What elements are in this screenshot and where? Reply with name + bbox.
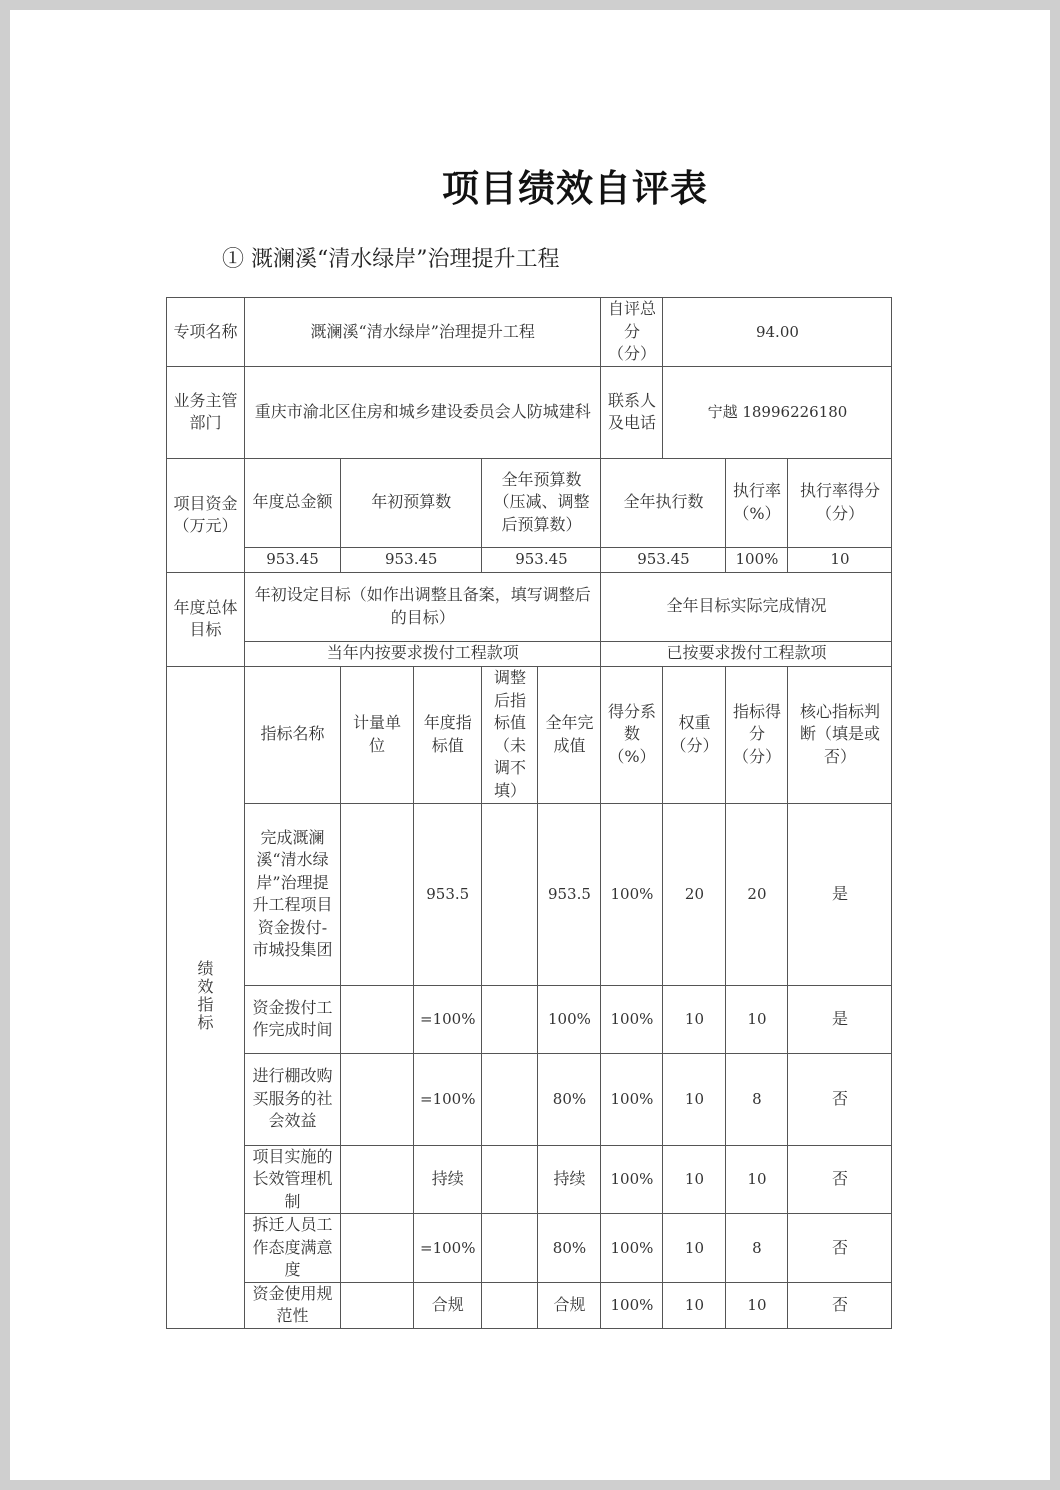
- table-row: [167, 1053, 892, 1145]
- indicator-coef: 100%: [601, 1214, 663, 1283]
- ind-col-weight: 权重（分）: [663, 666, 726, 803]
- indicator-core: 否: [788, 1214, 892, 1283]
- indicator-core: 否: [788, 1282, 892, 1328]
- goals-values-row: [167, 641, 892, 666]
- indicator-coef: 100%: [601, 1053, 663, 1145]
- indicator-weight: 10: [663, 1214, 726, 1283]
- ind-col-actual: 全年完成值: [538, 666, 601, 803]
- indicator-target: =100%: [414, 1214, 482, 1283]
- evaluation-table: [166, 297, 892, 1329]
- project-row: [167, 298, 892, 367]
- funds-rate-score: 10: [788, 547, 892, 572]
- indicator-score: 10: [726, 1282, 788, 1328]
- table-row: [167, 803, 892, 985]
- indicator-core: 否: [788, 1145, 892, 1214]
- indicator-coef: 100%: [601, 803, 663, 985]
- indicator-actual: 100%: [538, 985, 601, 1053]
- ind-col-adjusted: 调整后指标值（未调不填）: [482, 666, 538, 803]
- indicator-name: 完成溉澜溪“清水绿岸”治理提升工程项目资金拨付-市城投集团: [245, 803, 341, 985]
- funds-initial: 953.45: [341, 547, 482, 572]
- contact-label: 联系人及电话: [601, 366, 663, 458]
- indicator-name: 资金拨付工作完成时间: [245, 985, 341, 1053]
- indicator-unit: [341, 1282, 414, 1328]
- table-row: [167, 1145, 892, 1214]
- indicator-adjusted: [482, 1053, 538, 1145]
- goals-label: 年度总体目标: [167, 572, 245, 666]
- funds-col-adjusted: 全年预算数（压减、调整后预算数）: [482, 458, 601, 547]
- document-page: [10, 10, 1050, 1480]
- indicator-adjusted: [482, 1214, 538, 1283]
- funds-col-executed: 全年执行数: [601, 458, 726, 547]
- indicator-name: 拆迁人员工作态度满意度: [245, 1214, 341, 1283]
- indicator-target: 合规: [414, 1282, 482, 1328]
- contact-value: 宁越 18996226180: [663, 366, 892, 458]
- table-row: [167, 985, 892, 1053]
- ind-col-coef: 得分系数（%）: [601, 666, 663, 803]
- indicator-unit: [341, 803, 414, 985]
- project-label: 专项名称: [167, 298, 245, 367]
- indicator-actual: 80%: [538, 1214, 601, 1283]
- funds-adjusted: 953.45: [482, 547, 601, 572]
- goals-set-value: 当年内按要求拨付工程款项: [245, 641, 601, 666]
- ind-col-unit: 计量单位: [341, 666, 414, 803]
- dept-name: 重庆市渝北区住房和城乡建设委员会人防城建科: [245, 366, 601, 458]
- indicator-name: 进行棚改购买服务的社会效益: [245, 1053, 341, 1145]
- indicator-score: 10: [726, 985, 788, 1053]
- indicator-coef: 100%: [601, 1282, 663, 1328]
- indicator-weight: 10: [663, 1053, 726, 1145]
- funds-col-rate-score: 执行率得分（分）: [788, 458, 892, 547]
- indicator-score: 10: [726, 1145, 788, 1214]
- indicator-actual: 合规: [538, 1282, 601, 1328]
- indicator-adjusted: [482, 803, 538, 985]
- indicator-core: 是: [788, 803, 892, 985]
- table-row: [167, 1214, 892, 1283]
- indicator-core: 否: [788, 1053, 892, 1145]
- funds-col-rate: 执行率（%）: [726, 458, 788, 547]
- indicator-adjusted: [482, 1145, 538, 1214]
- funds-label: 项目资金（万元）: [167, 458, 245, 572]
- indicator-unit: [341, 1145, 414, 1214]
- indicator-name: 项目实施的长效管理机制: [245, 1145, 341, 1214]
- indicator-score: 20: [726, 803, 788, 985]
- indicator-coef: 100%: [601, 1145, 663, 1214]
- indicator-unit: [341, 985, 414, 1053]
- project-subtitle: ① 溉澜溪“清水绿岸”治理提升工程: [222, 247, 560, 272]
- goals-actual-value: 已按要求拨付工程款项: [601, 641, 892, 666]
- indicator-actual: 953.5: [538, 803, 601, 985]
- indicator-score: 8: [726, 1053, 788, 1145]
- indicator-weight: 20: [663, 803, 726, 985]
- funds-total: 953.45: [245, 547, 341, 572]
- goals-header-row: [167, 572, 892, 641]
- indicator-weight: 10: [663, 1282, 726, 1328]
- ind-col-core: 核心指标判断（填是或否）: [788, 666, 892, 803]
- page-title: 项目绩效自评表: [442, 166, 708, 210]
- dept-row: [167, 366, 892, 458]
- funds-col-initial: 年初预算数: [341, 458, 482, 547]
- indicator-coef: 100%: [601, 985, 663, 1053]
- indicator-weight: 10: [663, 985, 726, 1053]
- score-label: 自评总分（分）: [601, 298, 663, 367]
- funds-header-row: [167, 458, 892, 547]
- indicator-target: 953.5: [414, 803, 482, 985]
- table-row: [167, 1282, 892, 1328]
- indicator-name: 资金使用规范性: [245, 1282, 341, 1328]
- indicator-unit: [341, 1053, 414, 1145]
- indicators-section-label: 绩效指标: [167, 666, 245, 1328]
- indicator-adjusted: [482, 985, 538, 1053]
- goals-actual-header: 全年目标实际完成情况: [601, 572, 892, 641]
- indicator-score: 8: [726, 1214, 788, 1283]
- ind-col-name: 指标名称: [245, 666, 341, 803]
- indicator-actual: 持续: [538, 1145, 601, 1214]
- project-name: 溉澜溪“清水绿岸”治理提升工程: [245, 298, 601, 367]
- indicator-unit: [341, 1214, 414, 1283]
- indicator-target: 持续: [414, 1145, 482, 1214]
- indicator-core: 是: [788, 985, 892, 1053]
- indicators-header-row: [167, 666, 892, 803]
- indicator-actual: 80%: [538, 1053, 601, 1145]
- indicator-weight: 10: [663, 1145, 726, 1214]
- dept-label: 业务主管部门: [167, 366, 245, 458]
- indicator-target: =100%: [414, 985, 482, 1053]
- funds-executed: 953.45: [601, 547, 726, 572]
- funds-values-row: [167, 547, 892, 572]
- indicator-adjusted: [482, 1282, 538, 1328]
- funds-rate: 100%: [726, 547, 788, 572]
- ind-col-score: 指标得分（分）: [726, 666, 788, 803]
- ind-col-target: 年度指标值: [414, 666, 482, 803]
- goals-set-header: 年初设定目标（如作出调整且备案，填写调整后的目标）: [245, 572, 601, 641]
- funds-col-total: 年度总金额: [245, 458, 341, 547]
- indicator-target: =100%: [414, 1053, 482, 1145]
- score-value: 94.00: [663, 298, 892, 367]
